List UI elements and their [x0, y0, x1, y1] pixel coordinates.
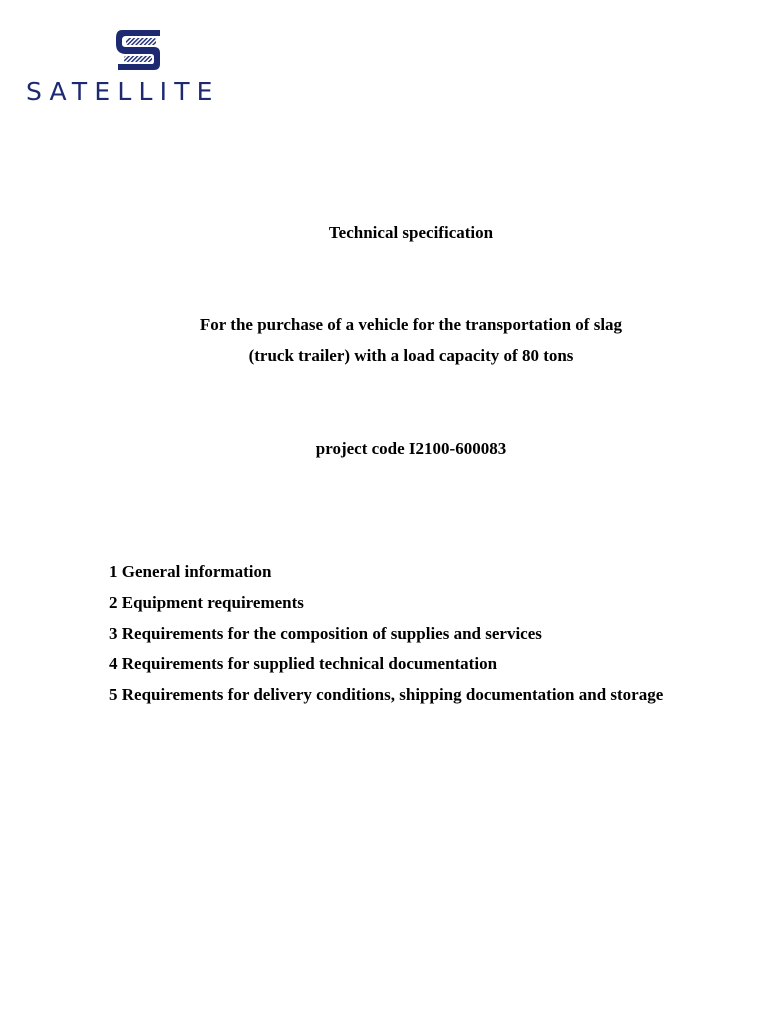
purpose-line-1: For the purchase of a vehicle for the transportation of slag	[199, 315, 623, 334]
purpose-line-2: (truck trailer) with a load capacity of 80 tons	[248, 346, 574, 365]
toc-item-delivery-conditions: 5 Requirements for delivery conditions, shipping documentation and storage	[109, 685, 664, 705]
toc-item-equipment-requirements: 2 Equipment requirements	[109, 592, 304, 612]
toc-item-supplies-and-services: 3 Requirements for the composition of supplies and services	[109, 623, 542, 643]
table-of-contents	[109, 562, 663, 716]
logo-wordmark: SATELLITE	[26, 77, 220, 106]
company-logo	[26, 30, 256, 110]
toc-item-technical-documentation: 4 Requirements for supplied technical documentation	[109, 654, 498, 674]
project-code: project code I2100-600083	[315, 439, 507, 458]
document-title: Technical specification	[328, 223, 494, 242]
toc-item-general-information: 1 General information	[109, 562, 272, 581]
satellite-s-logo-icon	[116, 30, 164, 70]
